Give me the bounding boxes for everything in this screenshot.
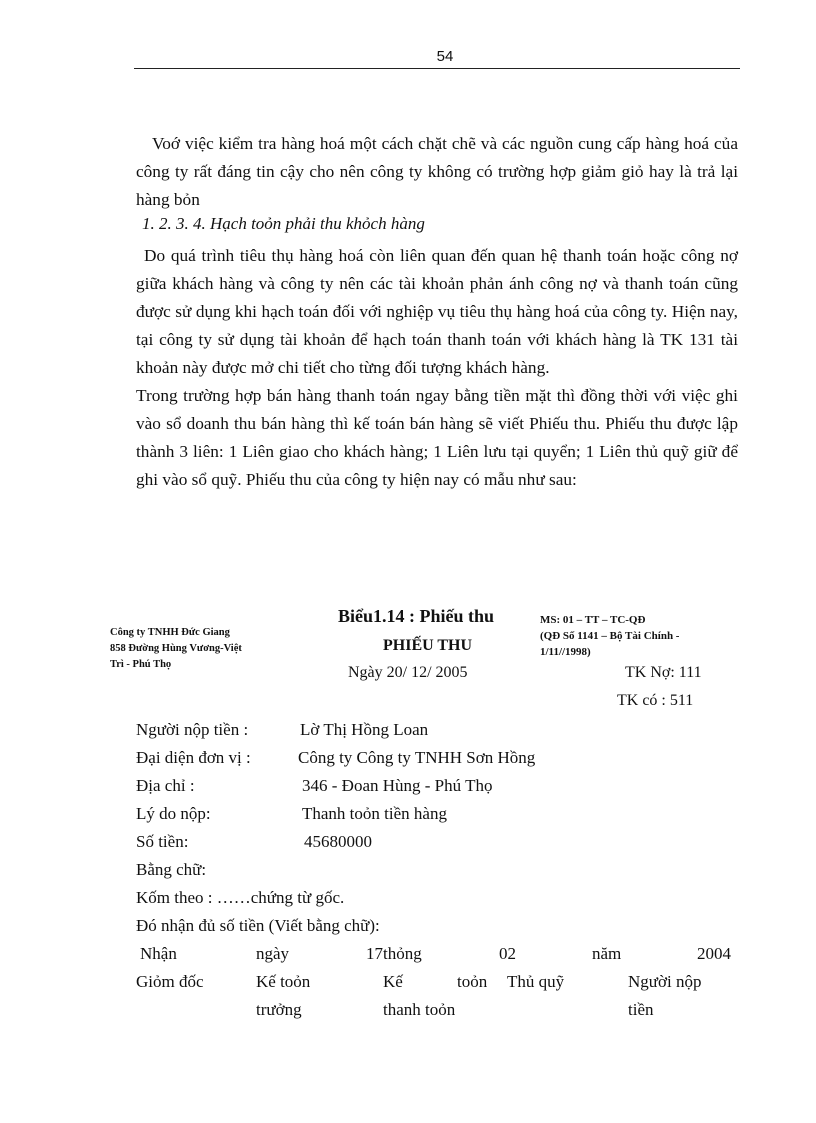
signature-payer-2: tiền — [628, 1000, 654, 1019]
signature-cashier: Thủ quỹ — [507, 972, 565, 991]
section-heading: 1. 2. 3. 4. Hạch toỏn phải thu khỏch hàng — [142, 214, 425, 233]
page-number: 54 — [436, 48, 454, 65]
unit-label: Đại diện đơn vị : — [136, 748, 251, 767]
signature-payer: Người nộp — [628, 972, 702, 991]
paragraph-group — [136, 242, 738, 494]
payer-value: Lờ Thị Hồng Loan — [300, 720, 429, 739]
company-address-2: Trì - Phú Thọ — [110, 659, 172, 670]
received-amount: Đó nhận đủ số tiền (Viết bằng chữ): — [136, 916, 380, 935]
date-row-month: 17thỏng — [366, 944, 422, 963]
debit-account: TK Nợ: 111 — [625, 664, 702, 681]
date-row-year: năm — [592, 944, 622, 963]
form-title: PHIẾU THU — [383, 637, 473, 654]
company-block — [110, 625, 310, 673]
amount-words-label: Bằng chữ: — [136, 860, 207, 879]
unit-value: Công ty Công ty TNHH Sơn Hồng — [298, 748, 536, 767]
form-caption: Biểu1.14 : Phiếu thu — [338, 606, 495, 626]
date-row-received: Nhận — [140, 944, 177, 963]
attached-docs: Kốm theo : ……chứng từ gốc. — [136, 888, 345, 907]
paragraph-1: Voớ việc kiểm tra hàng hoá một cách chặt chẽ và các nguồn cung cấp hàng hoá của công ty rất đáng tin cậy cho nên công ty không có trường hợp giảm giỏ hay là trả lại hàng bỏn — [136, 134, 738, 209]
form-decision: (QĐ Số 1141 – Bộ Tài Chính - — [540, 630, 680, 642]
signature-payment-accountant-b: toỏn — [457, 972, 488, 991]
company-address: 858 Đường Hùng Vương-Việt — [110, 643, 242, 654]
form-date: Ngày 20/ 12/ 2005 — [348, 664, 468, 681]
form-code-block — [540, 612, 780, 660]
reason-value: Thanh toỏn tiền hàng — [302, 804, 447, 823]
credit-account: TK có : 511 — [617, 692, 694, 709]
signature-director: Giỏm đốc — [136, 972, 204, 991]
address-value: 346 - Đoan Hùng - Phú Thọ — [302, 776, 493, 795]
paragraph-2: Do quá trình tiêu thụ hàng hoá còn liên quan đến quan hệ thanh toán hoặc công nợ giữa khách hàng và công ty nên các tài khoản phản ánh công nợ và thanh toán cũng được sử dụng khi hạch toán đối với nghiệp vụ tiêu thụ hàng hoá của công ty. Hiện nay, tại công ty sử dụng tài khoản để hạch toán thanh toán với khách hàng là TK 131 tài khoản này được mở chi tiết cho từng đối tượng khách hàng. — [136, 246, 738, 377]
paragraph-intro — [136, 130, 738, 214]
date-row-year-value: 2004 — [697, 944, 731, 963]
amount-label: Số tiền: — [136, 832, 189, 851]
amount-value: 45680000 — [304, 832, 372, 851]
signature-chief-accountant: Kế toỏn — [256, 972, 311, 991]
signature-payment-accountant: Kế — [383, 972, 403, 991]
payer-label: Người nộp tiền : — [136, 720, 249, 739]
date-row-day: ngày — [256, 944, 290, 963]
signature-payment-accountant-2: thanh toỏn — [383, 1000, 456, 1019]
company-name: Công ty TNHH Đức Giang — [110, 627, 230, 638]
date-row-month-value: 02 — [499, 944, 516, 963]
address-label: Địa chỉ : — [136, 776, 195, 795]
form-code: MS: 01 – TT – TC-QĐ — [540, 614, 646, 626]
reason-label: Lý do nộp: — [136, 804, 211, 823]
form-decision-date: 1/11//1998) — [540, 646, 591, 658]
paragraph-3: Trong trường hợp bán hàng thanh toán ngay bằng tiền mặt thì đồng thời với việc ghi vào sổ doanh thu bán hàng thì kế toán bán hàng sẽ viết Phiếu thu. Phiếu thu được lập thành 3 liên: 1 Liên giao cho khách hàng; 1 Liên lưu tại quyển; 1 Liên thủ quỹ giữ để ghi vào sổ quỹ. Phiếu thu của công ty hiện nay có mẫu như sau: — [136, 386, 738, 489]
header-rule — [134, 68, 740, 69]
signature-chief-accountant-2: trưởng — [256, 1000, 302, 1019]
